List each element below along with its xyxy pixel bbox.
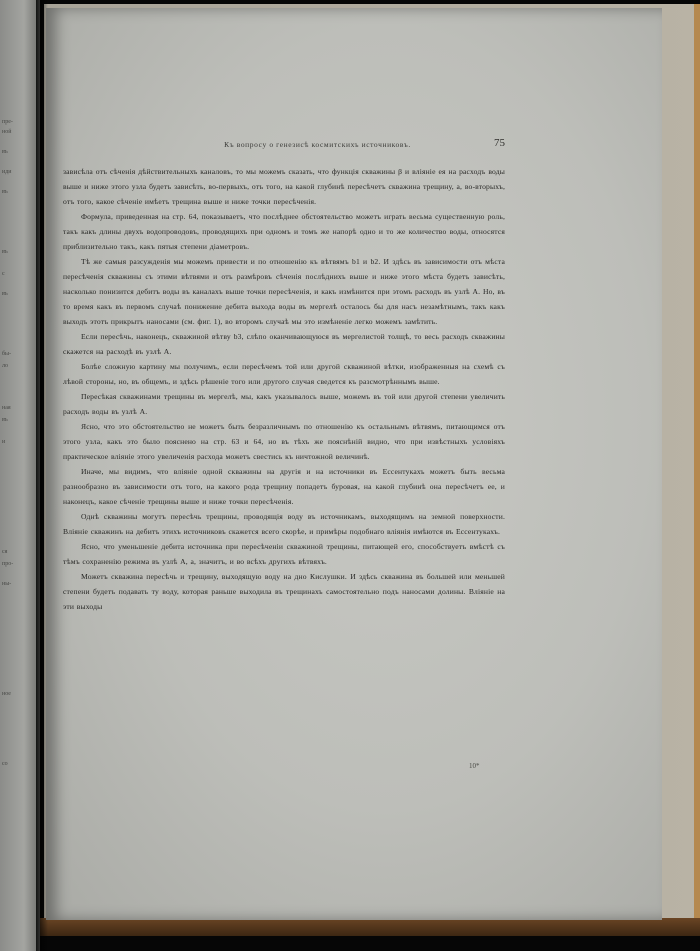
paragraph: зависѣла отъ сѣченія дѣйствительныхъ каналовъ, то мы можемъ сказать, что функція скважины β и вліяніе ея на расходъ воды выше и ниже этого узла будетъ зависѣть, во-первыхъ, отъ того, на какой глубинѣ пересѣчетъ скважина трещину, а, во-вторыхъ, отъ того, какое сѣченіе имѣетъ трещина выше и ниже точки пересѣченія. <box>63 167 505 206</box>
facing-page-fragment: ное <box>2 691 11 697</box>
facing-page-fragment: въ <box>2 249 8 255</box>
facing-page-fragment: про- <box>2 561 14 567</box>
paragraph: Формула, приведенная на стр. 64, показываетъ, что послѣднее обстоятельство можетъ играть весьма существенную роль, такъ какъ длины двухъ водопроводовъ, проводящихъ при одномъ и томъ же напорѣ одно и то же количество воды, относятся приблизительно такъ, какъ пятыя степени діаметровъ. <box>63 212 505 251</box>
paragraph: Если пересѣчь, наконецъ, скважиной вѣтву b3, слѣпо оканчивающуюся въ мергелистой толщѣ, то весь расходъ скважины скажется на расходѣ въ узлѣ А. <box>63 332 505 356</box>
facing-page-fragment: ло <box>2 363 8 369</box>
facing-page-fragment: с <box>2 271 5 277</box>
paragraph: Однѣ скважины могутъ пересѣчь трещины, проводящія воду въ источникамъ, выходящимъ на земной поверхности. Вліяніе скважинъ на дебитъ этихъ источниковъ скажется всего скорѣе, и примѣры подобнаго вліянія имѣются въ Ессентукахъ. <box>63 512 505 536</box>
paragraph: Пересѣкая скважинами трещины въ мергелѣ, мы, какъ указывалось выше, можемъ въ той или другой степени увеличить расходъ воды въ узлѣ А. <box>63 392 505 416</box>
facing-page-fragment: въ <box>2 149 8 155</box>
facing-page-fragment: въ <box>2 189 8 195</box>
facing-page-fragment: ны- <box>2 581 12 587</box>
facing-page-fragment: пре- <box>2 119 13 125</box>
paragraph: Болѣе сложную картину мы получимъ, если пересѣчемъ той или другой скважиной вѣтки, изображенныя на схемѣ съ лѣвой стороны, но, въ общемъ, и здѣсь рѣшеніе того или другого случая сведется къ разсмотрѣннымъ выше. <box>63 362 505 386</box>
facing-page-fragment: въ <box>2 291 8 297</box>
paragraph: Тѣ же самыя разсужденія мы можемъ привести и по отношенію къ вѣтвямъ b1 и b2. И здѣсь въ зависимости отъ мѣста пересѣченія скважины съ этими вѣтвями и отъ размѣровъ сѣченія послѣднихъ выше и ниже этого мѣста будетъ зависѣть, насколько понизится дебитъ воды въ каналахъ выше точки пересѣченія, и какъ измѣнится при этомъ расходъ въ узлѣ А. Но, въ то время какъ въ первомъ случаѣ понижение дебита выхода воды въ мергелѣ осталось бы для насъ незамѣтнымъ, такъ какъ выходъ этотъ прикрытъ наносами (см. фиг. 1), во второмъ случаѣ мы это измѣненіе легко можемъ замѣтить. <box>63 257 505 326</box>
paragraph: Ясно, что уменьшеніе дебита источника при пересѣченіи скважиной трещины, питающей его, способствуетъ вмѣстѣ съ тѣмъ сохраненію режима въ узлѣ А, а, значитъ, и во всѣхъ другихъ вѣтвяхъ. <box>63 542 505 566</box>
facing-page-fragment: въ <box>2 417 8 423</box>
facing-page-fragment: иди <box>2 169 12 175</box>
facing-page-fragment: со <box>2 761 8 767</box>
facing-page-fragment: бы- <box>2 351 12 357</box>
facing-page-fragment: ной <box>2 129 12 135</box>
paragraph: Можетъ скважина пересѣчь и трещину, выходящую воду на дно Кислушки. И здѣсь скважина въ большей или меньшей степени будетъ подавать ту воду, которая раньше выходила въ трещинахъ самостоятельно подъ наносами долины. Вліяніе на эти выходы <box>63 572 505 611</box>
body-text <box>63 164 505 614</box>
book-edge <box>40 918 700 936</box>
facing-page-fragment: ная <box>2 405 11 411</box>
paragraph: Ясно, что это обстоятельство не можетъ быть безразличнымъ по отношенію къ остальнымъ вѣтвямъ, питающимся отъ этого узла, какъ это было пояснено на стр. 63 и 64, но въ тѣхъ же пояснѣній видно, что при извѣстныхъ условіяхъ практическое вліяніе этого увеличенія расхода можетъ свестись къ ничтожной величинѣ. <box>63 422 505 461</box>
page-number: 75 <box>494 137 505 149</box>
facing-page-fragment: ся <box>2 549 8 555</box>
facing-page-edge <box>0 0 40 951</box>
paragraph: Иначе, мы видимъ, что вліяніе одной скважины на другія и на источники въ Ессентукахъ можетъ быть весьма разнообразно въ зависимости отъ того, на какого рода трещину попадетъ буровая, на какой глубинѣ она пересѣчетъ ее, и наконецъ, какое сѣченіе трещины выше и ниже точки пересѣченія. <box>63 467 505 506</box>
facing-page-fragment: и <box>2 439 6 445</box>
signature-mark: 10* <box>469 762 480 770</box>
running-head: Къ вопросу о генезисѣ космитскихъ источниковъ. <box>224 140 411 149</box>
